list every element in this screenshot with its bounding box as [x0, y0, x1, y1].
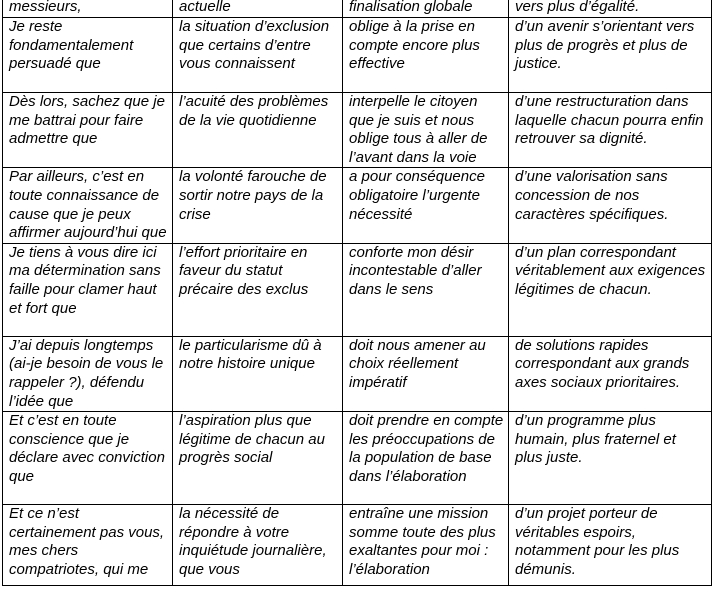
table-cell: la volonté farouche de sortir notre pays de la crise: [173, 168, 343, 243]
table-cell: le particularisme dû à notre histoire unique: [173, 336, 343, 411]
table-cell: Je tiens à vous dire ici ma détermination sans faille pour clamer haut et fort que: [3, 243, 173, 336]
table-cell: Dès lors, sachez que je me battrai pour faire admettre que: [3, 93, 173, 168]
table-cell: Et c’est en toute conscience que je déclare avec conviction que: [3, 412, 173, 505]
table-cell: la situation d’exclusion que certains d’entre vous connaissent: [173, 18, 343, 93]
table-cell: d’une restructuration dans laquelle chacun pourra enfin retrouver sa dignité.: [509, 93, 712, 168]
table-row: [3, 18, 712, 93]
table-cell: d’un avenir s’orientant vers plus de progrès et plus de justice.: [509, 18, 712, 93]
table-cell: a pour conséquence obligatoire l’urgente nécessité: [343, 168, 509, 243]
table-cell: d’un programme plus humain, plus fraternel et plus juste.: [509, 412, 712, 505]
table-cell: finalisation globale: [343, 0, 509, 18]
table-cell: la nécessité de répondre à votre inquiétude journalière, que vous: [173, 505, 343, 586]
phrase-table: [2, 0, 712, 586]
table-cell: entraîne une mission somme toute des plus exaltantes pour moi : l’élaboration: [343, 505, 509, 586]
table-cell: conforte mon désir incontestable d’aller dans le sens: [343, 243, 509, 336]
table-cell: l’effort prioritaire en faveur du statut précaire des exclus: [173, 243, 343, 336]
table-row: [3, 243, 712, 336]
table-cell: Et ce n’est certainement pas vous, mes chers compatriotes, qui me: [3, 505, 173, 586]
table-cell: doit prendre en compte les préoccupations de la population de base dans l’élaboration: [343, 412, 509, 505]
table-cell: d’une valorisation sans concession de nos caractères spécifiques.: [509, 168, 712, 243]
table-row: [3, 336, 712, 411]
table-cell: de solutions rapides correspondant aux grands axes sociaux prioritaires.: [509, 336, 712, 411]
table-row: [3, 505, 712, 586]
table-row: [3, 168, 712, 243]
table-row: [3, 0, 712, 18]
table-cell: J’ai depuis longtemps (ai-je besoin de vous le rappeler ?), défendu l’idée que: [3, 336, 173, 411]
table-cell: d’un plan correspondant véritablement aux exigences légitimes de chacun.: [509, 243, 712, 336]
table-cell: oblige à la prise en compte encore plus effective: [343, 18, 509, 93]
table-cell: Je reste fondamentalement persuadé que: [3, 18, 173, 93]
table-cell: l’aspiration plus que légitime de chacun au progrès social: [173, 412, 343, 505]
table-cell: d’un projet porteur de véritables espoirs, notamment pour les plus démunis.: [509, 505, 712, 586]
table-cell: interpelle le citoyen que je suis et nous oblige tous à aller de l’avant dans la voie: [343, 93, 509, 168]
table-cell: Par ailleurs, c’est en toute connaissance de cause que je peux affirmer aujourd’hui que: [3, 168, 173, 243]
table-cell: doit nous amener au choix réellement impératif: [343, 336, 509, 411]
table-row: [3, 93, 712, 168]
table-cell: vers plus d’égalité.: [509, 0, 712, 18]
table-cell: l’acuité des problèmes de la vie quotidienne: [173, 93, 343, 168]
table-cell: messieurs,: [3, 0, 173, 18]
table-cell: actuelle: [173, 0, 343, 18]
table-row: [3, 412, 712, 505]
